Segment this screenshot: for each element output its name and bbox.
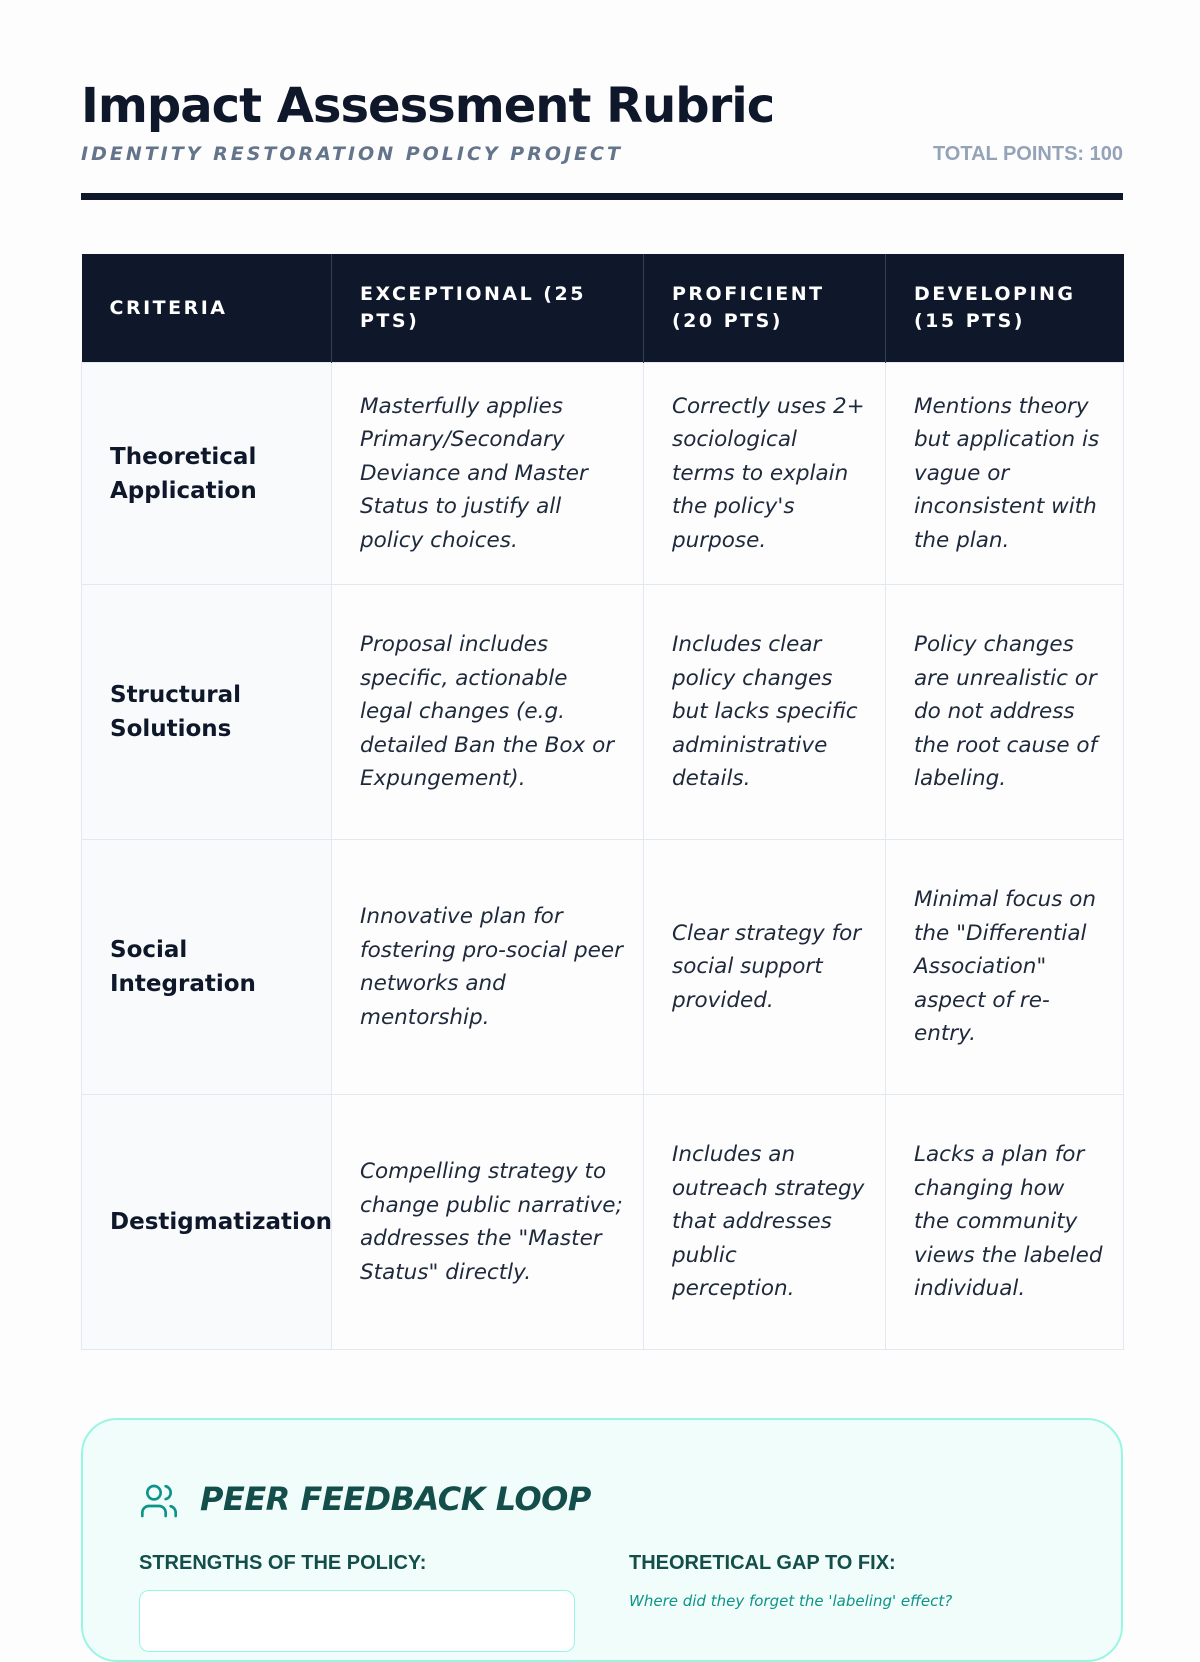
strengths-input[interactable] (139, 1590, 575, 1652)
header-divider (81, 193, 1123, 200)
feedback-title: PEER FEEDBACK LOOP (200, 1480, 591, 1518)
criteria-cell: Theoretical Application (82, 363, 332, 585)
rubric-table (81, 254, 1124, 1350)
column-header-developing: DEVELOPING (15 PTS) (886, 254, 1124, 363)
exceptional-cell: Masterfully applies Primary/Secondary Deviance and Master Status to justify all policy choices. (332, 363, 644, 585)
column-header-criteria: CRITERIA (82, 254, 332, 363)
criteria-cell: Social Integration (82, 840, 332, 1095)
criteria-cell: Destigmatization (82, 1095, 332, 1350)
page-title: Impact Assessment Rubric (81, 78, 775, 134)
rubric-header-row (82, 254, 1124, 363)
developing-cell: Minimal focus on the "Differential Association" aspect of re-entry. (886, 840, 1124, 1095)
table-row (82, 840, 1124, 1095)
table-row (82, 363, 1124, 585)
gap-label: THEORETICAL GAP TO FIX: (629, 1552, 896, 1574)
total-points: TOTAL POINTS: 100 (932, 143, 1123, 165)
strengths-label: STRENGTHS OF THE POLICY: (139, 1552, 427, 1574)
column-header-proficient: PROFICIENT (20 PTS) (644, 254, 886, 363)
proficient-cell: Clear strategy for social support provided. (644, 840, 886, 1095)
column-header-exceptional: EXCEPTIONAL (25 PTS) (332, 254, 644, 363)
table-row (82, 585, 1124, 840)
developing-cell: Policy changes are unrealistic or do not address the root cause of labeling. (886, 585, 1124, 840)
table-row (82, 1095, 1124, 1350)
exceptional-cell: Innovative plan for fostering pro-social peer networks and mentorship. (332, 840, 644, 1095)
proficient-cell: Includes an outreach strategy that addresses public perception. (644, 1095, 886, 1350)
peer-feedback-panel (81, 1418, 1123, 1662)
proficient-cell: Correctly uses 2+ sociological terms to explain the policy's purpose. (644, 363, 886, 585)
proficient-cell: Includes clear policy changes but lacks specific administrative details. (644, 585, 886, 840)
page-subtitle: IDENTITY RESTORATION POLICY PROJECT (81, 143, 623, 165)
criteria-cell: Structural Solutions (82, 585, 332, 840)
users-icon (139, 1481, 179, 1521)
developing-cell: Lacks a plan for changing how the community views the labeled individual. (886, 1095, 1124, 1350)
developing-cell: Mentions theory but application is vague or inconsistent with the plan. (886, 363, 1124, 585)
gap-prompt: Where did they forget the 'labeling' effect? (629, 1592, 953, 1610)
exceptional-cell: Proposal includes specific, actionable legal changes (e.g. detailed Ban the Box or Expungement). (332, 585, 644, 840)
exceptional-cell: Compelling strategy to change public narrative; addresses the "Master Status" directly. (332, 1095, 644, 1350)
